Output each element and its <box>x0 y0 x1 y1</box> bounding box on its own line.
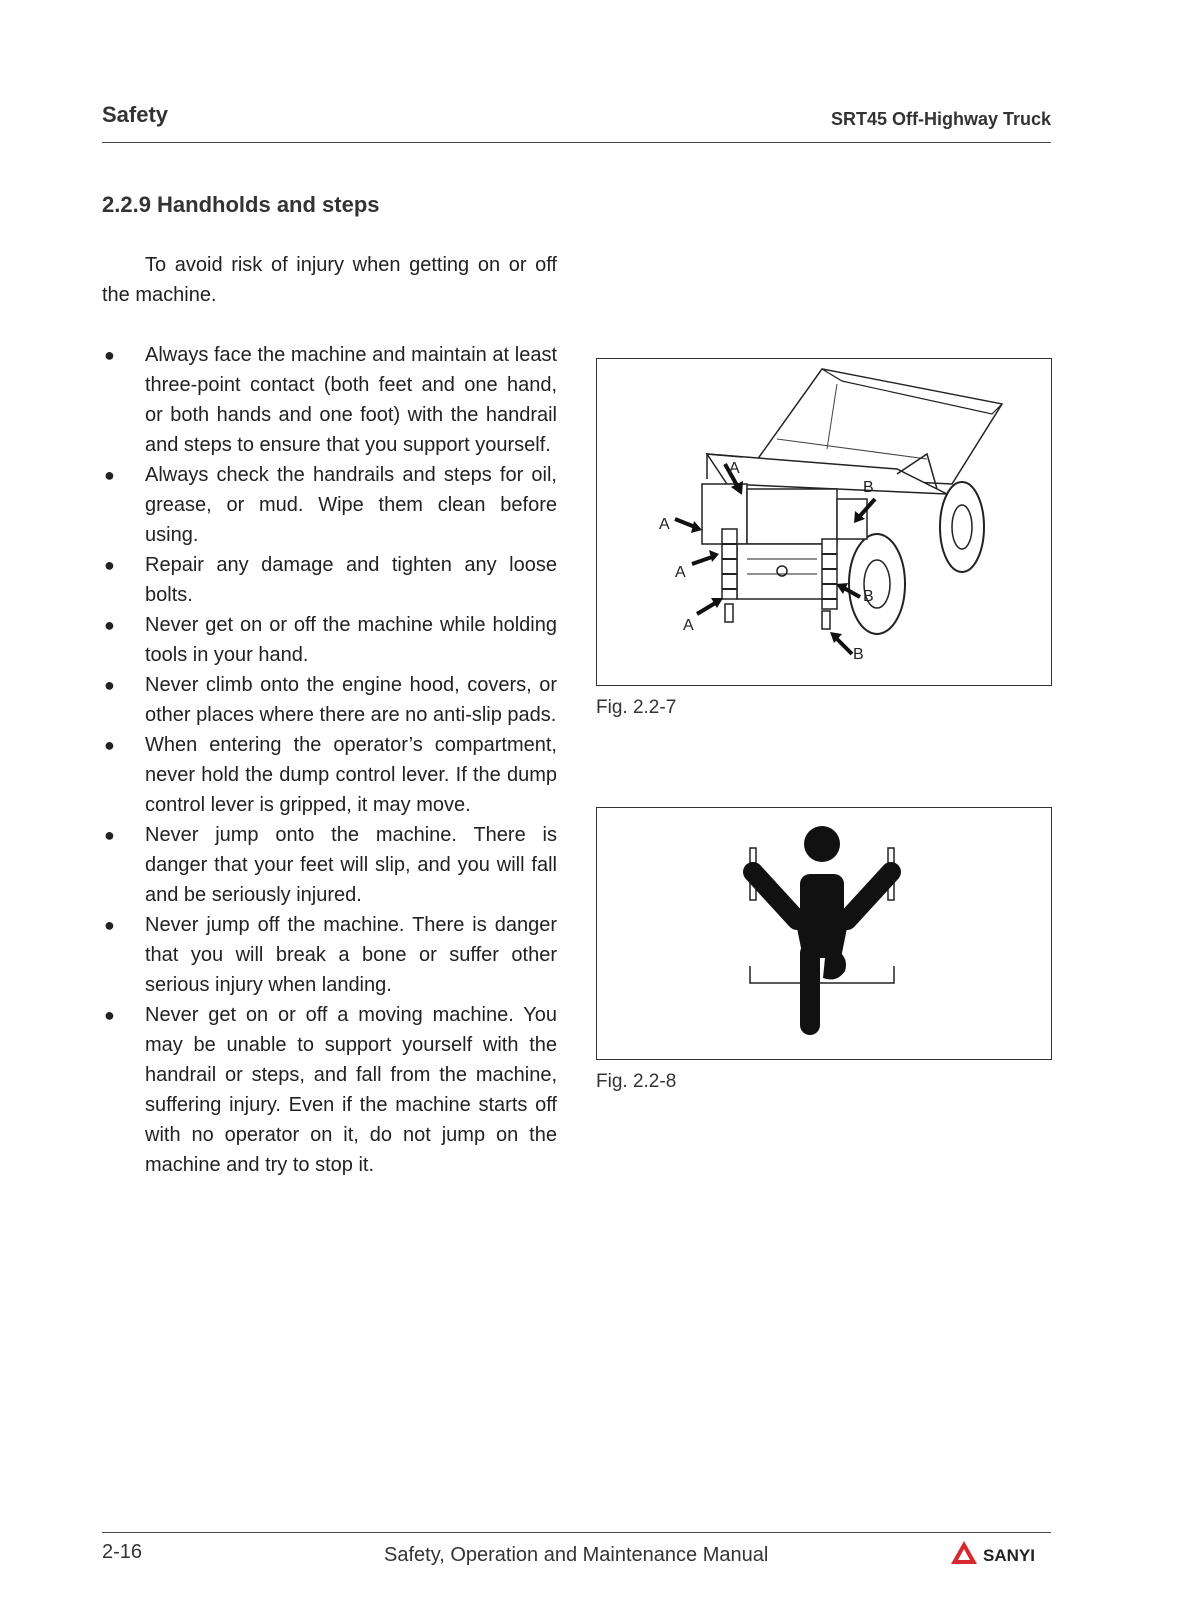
list-item <box>102 610 557 670</box>
callout-label-a: A <box>659 516 670 533</box>
front-wheel <box>849 534 905 634</box>
figure-dump-truck <box>596 358 1052 686</box>
section-title: 2.2.9 Handholds and steps <box>102 192 380 217</box>
figure-caption: Fig. 2.2-7 <box>596 697 677 718</box>
header-product: SRT45 Off-Highway Truck <box>830 109 1051 129</box>
figure-caption: Fig. 2.2-8 <box>596 1071 677 1092</box>
bullet-icon: ● <box>104 915 115 935</box>
arrow-icon <box>697 598 723 614</box>
climbing-person-icon <box>597 808 1051 1059</box>
list-item-text: Never get on or off the machine while holding tools in your hand. <box>145 614 557 666</box>
callout-label-a: A <box>675 564 686 581</box>
radiator-grille <box>737 544 827 599</box>
bullet-icon: ● <box>104 675 115 695</box>
list-item <box>102 550 557 610</box>
list-item <box>102 340 557 460</box>
callout-label-b: B <box>863 588 874 605</box>
bottom-step <box>822 611 830 629</box>
list-item-text: Never jump off the machine. There is danger that you will break a bone or suffer other serious injury when landing. <box>145 914 557 996</box>
engine-housing <box>747 489 837 544</box>
intro-paragraph: To avoid risk of injury when getting on or off the machine. <box>102 254 557 306</box>
list-item-text: Always check the handrails and steps for oil, grease, or mud. Wipe them clean before using. <box>145 464 557 546</box>
bullet-icon: ● <box>104 345 115 365</box>
list-item <box>102 1000 557 1180</box>
list-item-text: Never climb onto the engine hood, covers, or other places where there are no anti-slip pads. <box>145 674 557 726</box>
arrow-icon <box>692 550 719 564</box>
list-item-text: When entering the operator’s compartment, never hold the dump control lever. If the dump control lever is gripped, it may move. <box>145 734 557 816</box>
rear-wheel <box>940 482 984 572</box>
header-divider <box>102 142 1051 143</box>
step-platform <box>750 966 894 983</box>
bottom-step <box>725 604 733 622</box>
list-item <box>102 670 557 730</box>
callout-label-b: B <box>863 479 874 496</box>
bullet-icon: ● <box>104 1005 115 1025</box>
person-chest <box>800 874 844 934</box>
bullet-icon: ● <box>104 615 115 635</box>
list-item <box>102 730 557 820</box>
list-item <box>102 460 557 550</box>
bullet-icon: ● <box>104 825 115 845</box>
figure-three-point-contact <box>596 807 1052 1060</box>
dump-truck-illustration <box>597 359 1051 685</box>
bullet-list <box>102 340 557 1180</box>
sanyi-logo <box>950 1538 1052 1572</box>
callout-label-b: B <box>853 646 864 663</box>
bullet-icon: ● <box>104 555 115 575</box>
bullet-icon: ● <box>104 465 115 485</box>
list-item-text: Never get on or off a moving machine. You may be unable to support yourself with the handrail or steps, and fall from the machine, suffering injury. Even if the machine starts off with no operator on it, do not jump on the machine and try to stop it. <box>145 1004 557 1176</box>
list-item-text: Always face the machine and maintain at least three-point contact (both feet and one hand, or both hands and one foot) with the handrail and steps to ensure that you support yourself. <box>145 344 557 456</box>
list-item-text: Repair any damage and tighten any loose bolts. <box>145 554 557 606</box>
arrow-icon <box>830 632 852 654</box>
list-item-text: Never jump onto the machine. There is danger that your feet will slip, and you will fall and be seriously injured. <box>145 824 557 906</box>
person-head <box>804 826 840 862</box>
callout-label-a: A <box>729 460 740 477</box>
bullet-icon: ● <box>104 735 115 755</box>
callout-label-a: A <box>683 617 694 634</box>
footer-title: Safety, Operation and Maintenance Manual <box>384 1544 769 1566</box>
list-item <box>102 910 557 1000</box>
header-section: Safety <box>102 102 169 127</box>
footer-divider <box>102 1532 1051 1533</box>
list-item <box>102 820 557 910</box>
page-number: 2-16 <box>102 1541 143 1563</box>
logo-text: SANYI <box>983 1546 1035 1565</box>
arrow-icon <box>675 519 702 533</box>
